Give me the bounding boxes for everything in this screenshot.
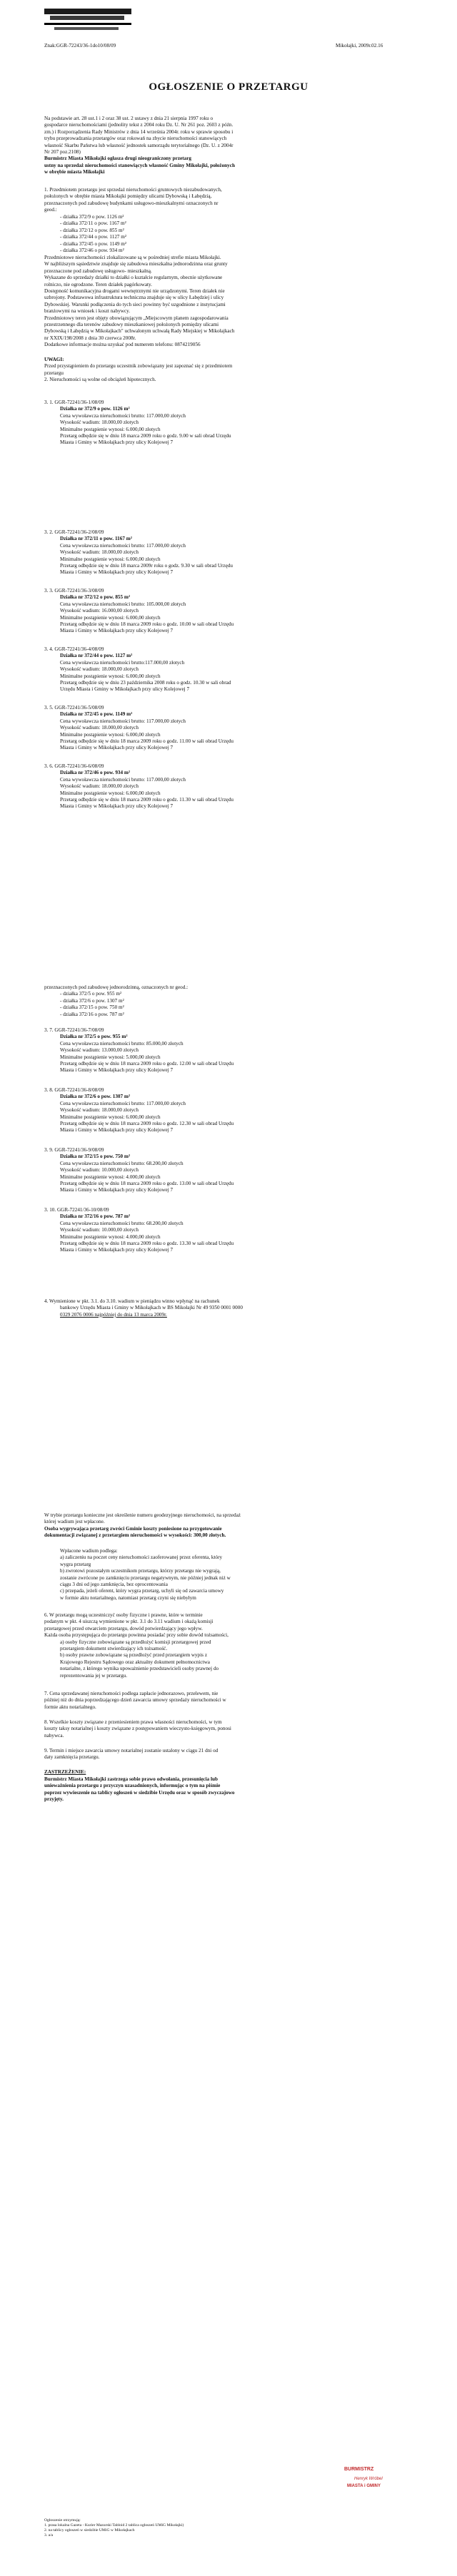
text-line: - działka 372/16 o pow. 787 m²	[60, 1011, 124, 1017]
text-line: Przedmiotowy teren jest objęty obowiązującym „Miejscowym planem zagospodarowania	[44, 315, 228, 321]
text-line: Nr 207 poz.2108)	[44, 149, 81, 155]
tender-item-name: Działka nr 372/45 o pow. 1149 m²	[60, 711, 133, 718]
tender-item-name: Działka nr 372/44 o pow. 1127 m²	[60, 653, 133, 659]
text-line: nabywca.	[44, 1732, 64, 1738]
tender-item-num: 3. 5. GGR-72241/36-5/08/09	[44, 705, 104, 711]
parcel-line: - działka 372/46 o pow. 934 m²	[60, 248, 124, 253]
text-line: której wadium jest wpłacone.	[44, 1519, 105, 1525]
text-line: UWAGI:	[44, 357, 64, 362]
tender-item-min: Minimalne postąpienie wynosi: 4.000,00 złotych	[60, 1174, 161, 1180]
tender-item-deposit: Wysokość wadium: 18.000,00 złotych	[60, 725, 139, 731]
tender-item-deposit: Wysokość wadium: 13.000,00 złotych	[60, 1047, 139, 1054]
text-line: przeznaczonych pod zabudowę budynkami usługowo-mieszkalnymi oznaczonych nr	[44, 200, 219, 206]
text-line: wygra przetarg	[60, 1561, 91, 1567]
tender-item-date1: Przetarg odbędzie się w dniu 18 marca 2009 roku o godz. 12.30 w sali obrad Urzędu	[60, 1121, 234, 1126]
text-line: dokumentacji związanej z przetargiem nieruchomości w wysokości: 300,00 złotych.	[44, 1532, 226, 1539]
tender-item-name: Działka nr 372/9 o pow. 1126 m²	[60, 406, 130, 412]
parcel-line: - działka 372/45 o pow. 1149 m²	[60, 240, 127, 247]
text-line: geod.:	[44, 207, 57, 213]
text-line: w formie aktu notarialnego, natomiast przetarg czyni się niebyłym	[60, 1594, 196, 1601]
tender-item-min: Minimalne postąpienie wynosi: 5.000,00 złotych	[60, 1054, 161, 1060]
office-logo-icon	[44, 6, 131, 37]
tender-item-date2: Miasta i Gminy w Mikołajkach przy ulicy Kolejowej 7	[60, 1127, 174, 1134]
tender-item-num: 3. 7. GGR-72241/36-7/08/09	[44, 1027, 104, 1033]
text-line: unieważnienia przetargu z przyczyn uzasadnionych, informując o tym na piśmie	[44, 1783, 221, 1789]
tender-item-min: Minimalne postąpienie wynosi: 6.000,00 złotych	[60, 614, 161, 621]
text-line: przeznaczone pod zabudowę usługowo- mieszkalną.	[44, 268, 152, 274]
tender-item-num: 3. 8. GGR-72241/36-8/08/09	[44, 1087, 104, 1093]
text-line: 2. Nieruchomości są wolne od obciążeń hipotecznych.	[44, 377, 156, 383]
tender-item-name: Działka nr 372/5 o pow. 955 m²	[60, 1034, 128, 1040]
tender-item-deposit: Wysokość wadium: 10.000,00 złotych	[60, 1167, 139, 1174]
text-line: gospodarce nieruchomościami (jednolity tekst z 2004 roku Dz. U. Nr 261 poz. 2603 z późn.	[44, 122, 233, 128]
text-line: przetargu	[44, 370, 64, 376]
tender-item-min: Minimalne postąpienie wynosi: 6.000,00 złotych	[60, 731, 161, 738]
page-title: OGŁOSZENIE O PRZETARGU	[149, 81, 308, 93]
text-line: 1. Przedmiotem przetargu jest sprzedaż nieruchomości gruntowych niezabudowanych,	[44, 187, 222, 193]
text-line: Dybowskiej. Warunki podłączenia do tych sieci powinny być uzgodnione z instytucjami	[44, 301, 226, 307]
text-line: Dodatkowe informacje można uzyskać pod numerem telefonu: 0874219056	[44, 342, 201, 348]
tender-item-date1: Przetarg odbędzie się w dniu 18 marca 2009 roku o godz. 10.00 w sali obrad Urzędu	[60, 621, 234, 627]
tender-item-deposit: Wysokość wadium: 18.000,00 złotych	[60, 549, 139, 556]
parcel-line: - działka 372/44 o pow. 1127 m²	[60, 234, 127, 240]
text-line: reprezentowania jej w przetargu.	[60, 1672, 128, 1679]
footer-line: 1. prasa lokalna Gazeta - Kurier Mazurski Tabloid 2 tablica ogłoszeń UMiG Mikołajki)	[44, 2523, 184, 2527]
tender-item-deposit: Wysokość wadium: 18.000,00 złotych	[60, 419, 139, 426]
tender-item-date1: Przetarg odbędzie się w dniu 23 października 2008 roku o godz. 10.30 w sali obrad	[60, 680, 231, 686]
tender-item-min: Minimalne postąpienie wynosi: 6.000,00 złotych	[60, 673, 161, 679]
text-line: 6. W przetargu mogą uczestniczyć osoby fizyczne i prawne, które w terminie	[44, 1612, 203, 1618]
reservation-heading: ZASTRZEŻENIE:	[44, 1769, 86, 1775]
tender-item-price: Cena wywoławcza nieruchomości brutto: 105.000,00 złotych	[60, 601, 186, 607]
text-line: Burmistrz Miasta Mikołajki ogłasza drugi nieograniczony przetarg	[44, 156, 192, 162]
text-line: b) zwrotowi pozostałym uczestnikom przetargu, którzy przetargu nie wygrają,	[60, 1568, 221, 1574]
tender-item-deposit: Wysokość wadium: 10.000,00 złotych	[60, 1227, 139, 1233]
text-line: później niż do dnia poprzedzającego dzień zawarcia umowy sprzedaży nieruchomości w	[44, 1697, 226, 1704]
tender-item-deposit: Wysokość wadium: 18.000,00 złotych	[60, 666, 139, 673]
tender-item-date2: Miasta i Gminy w Mikołajkach przy ulicy Kolejowej 7	[60, 569, 174, 576]
tender-item-min: Minimalne postąpienie wynosi: 6.000,00 złotych	[60, 1114, 161, 1120]
text-line: Dostępność komunikacyjna drogami wewnętrznymi nie urządzonymi. Teren działek nie	[44, 288, 225, 294]
text-line: przyjęty.	[44, 1796, 64, 1803]
text-line: koszty taksy notarialnej i koszty związane z postępowaniem wieczysto-księgowym, ponosi	[44, 1726, 231, 1732]
text-line: 4. Wymienione w pkt. 3.1. do 3.10. wadium w pieniądzu winno wpłynąć na rachunek	[44, 1298, 220, 1304]
tender-item-min: Minimalne postąpienie wynosi: 4.000,00 złotych	[60, 1233, 161, 1240]
text-line: daty zamknięcia przetargu.	[44, 1754, 100, 1761]
tender-item-date1: Przetarg odbędzie się w dniu 18 marca 2009 roku o godz. 9.00 w sali obrad Urzędu	[60, 433, 231, 439]
tender-item-date1: Przetarg odbędzie się w dniu 18 marca 2009 roku o godz. 12.00 w sali obrad Urzędu	[60, 1061, 234, 1066]
tender-item-date2: Miasta i Gminy w Mikołajkach przy ulicy Kolejowej 7	[60, 1067, 174, 1074]
text-line: W najbliższym sąsiedztwie znajduje się zabudowa mieszkalna jednorodzinna oraz grunty	[44, 261, 228, 268]
tender-item-date2: Miasta i Gminy w Mikołajkach przy ulicy Kolejowej 7	[60, 439, 174, 446]
text-line: przeznaczonych pod zabudowę jednorodzinną, oznaczonych nr geod.:	[44, 984, 189, 990]
stamp-line-1: BURMISTRZ	[344, 2467, 374, 2472]
tender-item-name: Działka nr 372/12 o pow. 855 m²	[60, 594, 131, 601]
tender-item-num: 3. 4. GGR-72241/36-4/08/09	[44, 646, 104, 652]
text-line: c) przepada, jeżeli oferent, który wygra przetarg, uchyli się od zawarcia umowy	[60, 1588, 224, 1594]
tender-item-date1: Przetarg odbędzie się w dniu 18 marca 2009r roku o godz. 9.30 w sali obrad Urzędu	[60, 563, 233, 569]
document-sign: Znak:GGR-72243/36-1do10/08/09	[44, 43, 116, 49]
text-line: przetargiem dokument stwierdzający ich tożsamość.	[60, 1646, 168, 1651]
text-line: rolniczo, nie ogrodzone. Teren działek pagórkowaty.	[44, 281, 152, 287]
text-line: położonych w obrębie miasta Mikołajki pomiędzy ulicami Dybowską i Łabędzią,	[44, 193, 212, 200]
tender-item-date1: Przetarg odbędzie się w dniu 18 marca 2009 roku o godz. 11.00 w sali obrad Urzędu	[60, 738, 233, 744]
tender-item-name: Działka nr 372/46 o pow. 934 m²	[60, 770, 131, 776]
text-line: Wpłacone wadium podlega:	[60, 1548, 118, 1554]
tender-item-num: 3. 6. GGR-72241/36-6/08/09	[44, 763, 104, 769]
text-line: branżowymi na wniosek i koszt nabywcy.	[44, 308, 131, 315]
text-line: trybu przeprowadzania przetargów oraz rokowań na zbycie nieruchomości stanowiących	[44, 136, 227, 142]
tender-item-date2: Miasta i Gminy w Mikołajkach przy ulicy Kolejowej 7	[60, 745, 174, 751]
tender-item-date2: Miasta i Gminy w Mikołajkach przy ulicy Kolejowej 7	[60, 1187, 174, 1193]
tender-item-num: 3. 2. GGR-72241/36-2/08/09	[44, 529, 104, 535]
text-line: a) osoby fizyczne zobowiązane są przedłożyć komisji przetargowej przed	[60, 1639, 211, 1645]
footer-line: 3. a/a	[44, 2533, 54, 2537]
tender-item-deposit: Wysokość wadium: 18.000,00 złotych	[60, 783, 139, 790]
tender-item-price: Cena wywoławcza nieruchomości brutto: 117.000,00 złotych	[60, 1100, 186, 1106]
text-line: zostanie zwrócone po zamknięciu przetargu negatywnym, nie później jednak niż w	[60, 1574, 231, 1581]
text-line: Dybowską i Łabędzią w Mikołajkach" uchwalonym uchwałą Rady Miejskiej w Mikołajkach	[44, 328, 235, 335]
text-line: zm.) i Rozporządzenia Rady Ministrów z dnia 14 września 2004r. roku w sprawie sposobu i	[44, 128, 233, 135]
text-line: - działka 372/6 o pow. 1307 m²	[60, 997, 124, 1004]
text-line: 7. Cena sprzedawanej nieruchomości podlega zapłacie jednorazowo, przelewem, nie	[44, 1691, 219, 1696]
tender-item-deposit: Wysokość wadium: 16.000,00 złotych	[60, 608, 139, 614]
tender-item-date1: Przetarg odbędzie się w dniu 18 marca 2009 roku o godz. 11.30 w sali obrad Urzędu	[60, 797, 233, 803]
tender-item-price: Cena wywoławcza nieruchomości brutto: 68.200,00 złotych	[60, 1160, 184, 1166]
tender-item-num: 3. 3. GGR-72241/36-3/08/09	[44, 588, 104, 594]
text-line: nr XXIX/198/2008 z dnia 30 czerwca 2008r.	[44, 335, 136, 341]
text-line: Przed przystąpieniem do przetargu uczestnik zobowiązany jest zapoznać się z przedmiotem	[44, 363, 233, 370]
tender-item-price: Cena wywoławcza nieruchomości brutto: 85.000,00 złotych	[60, 1040, 184, 1047]
tender-item-name: Działka nr 372/15 o pow. 750 m²	[60, 1154, 131, 1160]
tender-item-price: Cena wywoławcza nieruchomości brutto: 117.000,00 złotych	[60, 542, 186, 549]
text-line: a) zaliczeniu na poczet ceny nieruchomości zaoferowanej przez oferenta, który	[60, 1554, 223, 1561]
parcel-line: - działka 372/12 o pow. 855 m²	[60, 227, 124, 233]
text-line: 8. Wszelkie koszty związane z przeniesieniem prawa własności nieruchomości, w tym	[44, 1719, 222, 1725]
tender-item-min: Minimalne postąpienie wynosi: 6.000,00 złotych	[60, 556, 161, 562]
text-line: Krajowego Rejestru Sądowego oraz aktualny dokument pełnomocnictwa	[60, 1659, 210, 1665]
text-line: notarialne, z którego wynika upoważnienie przedstawicieli osoby prawnej do	[60, 1666, 219, 1672]
text-line: 9. Termin i miejsce zawarcia umowy notarialnej zostanie ustalony w ciągu 21 dni od	[44, 1748, 219, 1753]
text-line: bankowy Urzędu Miasta i Gminy w Mikołajkach w BS Mikołajki Nr 49 9350 0001 0000	[60, 1305, 243, 1311]
text-line: Każda osoba przystępująca do przetargu powinna posiadać przy sobie dowód tożsamości,	[44, 1632, 228, 1639]
text-line: podanym w pkt. 4 uiszczą wymienione w pkt. 3.1 do 3.11 wadium i okażą komisji	[44, 1619, 214, 1625]
text-line: formie aktu notarialnego.	[44, 1704, 96, 1710]
text-line: Burmistrz Miasta Mikołajki zastrzega sobie prawo odwołania, przesunięcia lub	[44, 1776, 218, 1782]
tender-item-name: Działka nr 372/6 o pow. 1307 m²	[60, 1094, 131, 1100]
text-line: Osoba wygrywająca przetarg zwróci Gminie koszty poniesione na przygotowanie	[44, 1525, 222, 1532]
footer-line: 2. na tablicy ogłoszeń w siedzibie UMiG w Mikołajkach	[44, 2528, 135, 2532]
text-line: ustny na sprzedaż nieruchomości stanowiących własność Gminy Mikołajki, położonych	[44, 162, 235, 168]
tender-item-price: Cena wywoławcza nieruchomości brutto:117.000,00 złotych	[60, 659, 185, 666]
tender-item-deposit: Wysokość wadium: 18.000,00 złotych	[60, 1107, 139, 1114]
text-line: ciągu 3 dni od jego zamknięcia, bez oprocentowania	[60, 1582, 168, 1587]
document-date: Mikołajki, 2009r.02.16	[336, 43, 383, 49]
tender-item-min: Minimalne postąpienie wynosi: 6.000,00 złotych	[60, 790, 161, 796]
text-line: 0329 2076 0006 najpóźniej do dnia 13 marca 2009r.	[60, 1311, 167, 1318]
text-line: - działka 372/15 o pow. 750 m²	[60, 1004, 124, 1011]
tender-item-name: Działka nr 372/11 o pow. 1167 m²	[60, 536, 132, 542]
tender-item-num: 3. 9. GGR-72241/36-9/08/09	[44, 1147, 104, 1153]
text-line: W trybie przetargu konieczne jest określenie numeru geodezyjnego nieruchomości, na sprzedaż	[44, 1512, 241, 1518]
tender-item-price: Cena wywoławcza nieruchomości brutto: 117.000,00 złotych	[60, 776, 186, 783]
tender-item-date1: Przetarg odbędzie się w dniu 18 marca 2009 roku o godz. 13.00 w sali obrad Urzędu	[60, 1181, 234, 1186]
text-line: własność Skarbu Państwa lub własność jednostek samorządu terytorialnego (Dz. U. z 2004r	[44, 142, 233, 148]
tender-item-price: Cena wywoławcza nieruchomości brutto: 68.200,00 złotych	[60, 1220, 184, 1226]
text-line: - działka 372/5 o pow. 955 m²	[60, 991, 122, 997]
tender-item-price: Cena wywoławcza nieruchomości brutto: 117.000,00 złotych	[60, 718, 186, 724]
stamp-signature: Henryk Wróbel	[354, 2477, 383, 2481]
tender-item-date2: Urzędu Miasta i Gminy w Mikołajkach przy ulicy Kolejowej 7	[60, 686, 190, 693]
tender-item-date2: Miasta i Gminy w Mikołajkach przy ulicy Kolejowej 7	[60, 1247, 174, 1253]
text-line: Wykazane do sprzedaży działki to działki o kształcie regularnym, obecnie użytkowane	[44, 275, 223, 281]
footer-line: Ogłoszenie otrzymują:	[44, 2518, 81, 2522]
tender-item-num: 3. 10. GGR-72241/36-10/08/09	[44, 1207, 109, 1213]
text-line: przestrzennego dla terenów zabudowy mieszkaniowej położonych pomiędzy ulicami	[44, 322, 219, 327]
stamp-line-3: MIASTA i GMINY	[347, 2484, 381, 2488]
text-line: uzbrojony. Podstawowa infrastruktura techniczna znajduje się w ulicy Łabędziej i ulicy	[44, 295, 224, 301]
tender-item-date1: Przetarg odbędzie się w dniu 18 marca 2009 roku o godz. 13.30 w sali obrad Urzędu	[60, 1241, 234, 1246]
parcel-line: - działka 372/11 o pow. 1167 m²	[60, 220, 126, 227]
text-line: Na podstawie art. 28 ust.1 i 2 oraz 38 ust. 2 ustawy z dnia 21 sierpnia 1997 roku o	[44, 116, 214, 121]
mayor-stamp	[344, 2467, 424, 2513]
tender-item-date2: Miasta i Gminy w Mikołajkach przy ulicy Kolejowej 7	[60, 803, 174, 810]
text-line: poprzez wywieszenie na tablicy ogłoszeń w siedzibie Urzędu oraz w sposób zwyczajowo	[44, 1789, 235, 1796]
tender-item-name: Działka nr 372/16 o pow. 787 m²	[60, 1213, 131, 1220]
text-line: przetargowej przed otwarciem przetargu, dowód potwierdzający jego wpływ.	[44, 1625, 203, 1631]
tender-item-min: Minimalne postąpienie wynosi: 6.000,00 złotych	[60, 426, 161, 432]
parcel-line: - działka 372/9 o pow. 1126 m²	[60, 214, 124, 220]
text-line: w obrębie miasta Mikołajki	[44, 169, 105, 175]
text-line: Przedmiotowe nieruchomości zlokalizowane są w pośredniej strefie miasta Mikołajki.	[44, 255, 221, 260]
tender-item-num: 3. 1. GGR-72241/36-1/08/09	[44, 399, 104, 405]
text-line: b) osoby prawne zobowiązane są przedłożyć przed przetargiem wypis z	[60, 1652, 208, 1659]
tender-item-date2: Miasta i Gminy w Mikołajkach przy ulicy Kolejowej 7	[60, 628, 174, 634]
tender-item-price: Cena wywoławcza nieruchomości brutto: 117.000,00 złotych	[60, 412, 186, 419]
